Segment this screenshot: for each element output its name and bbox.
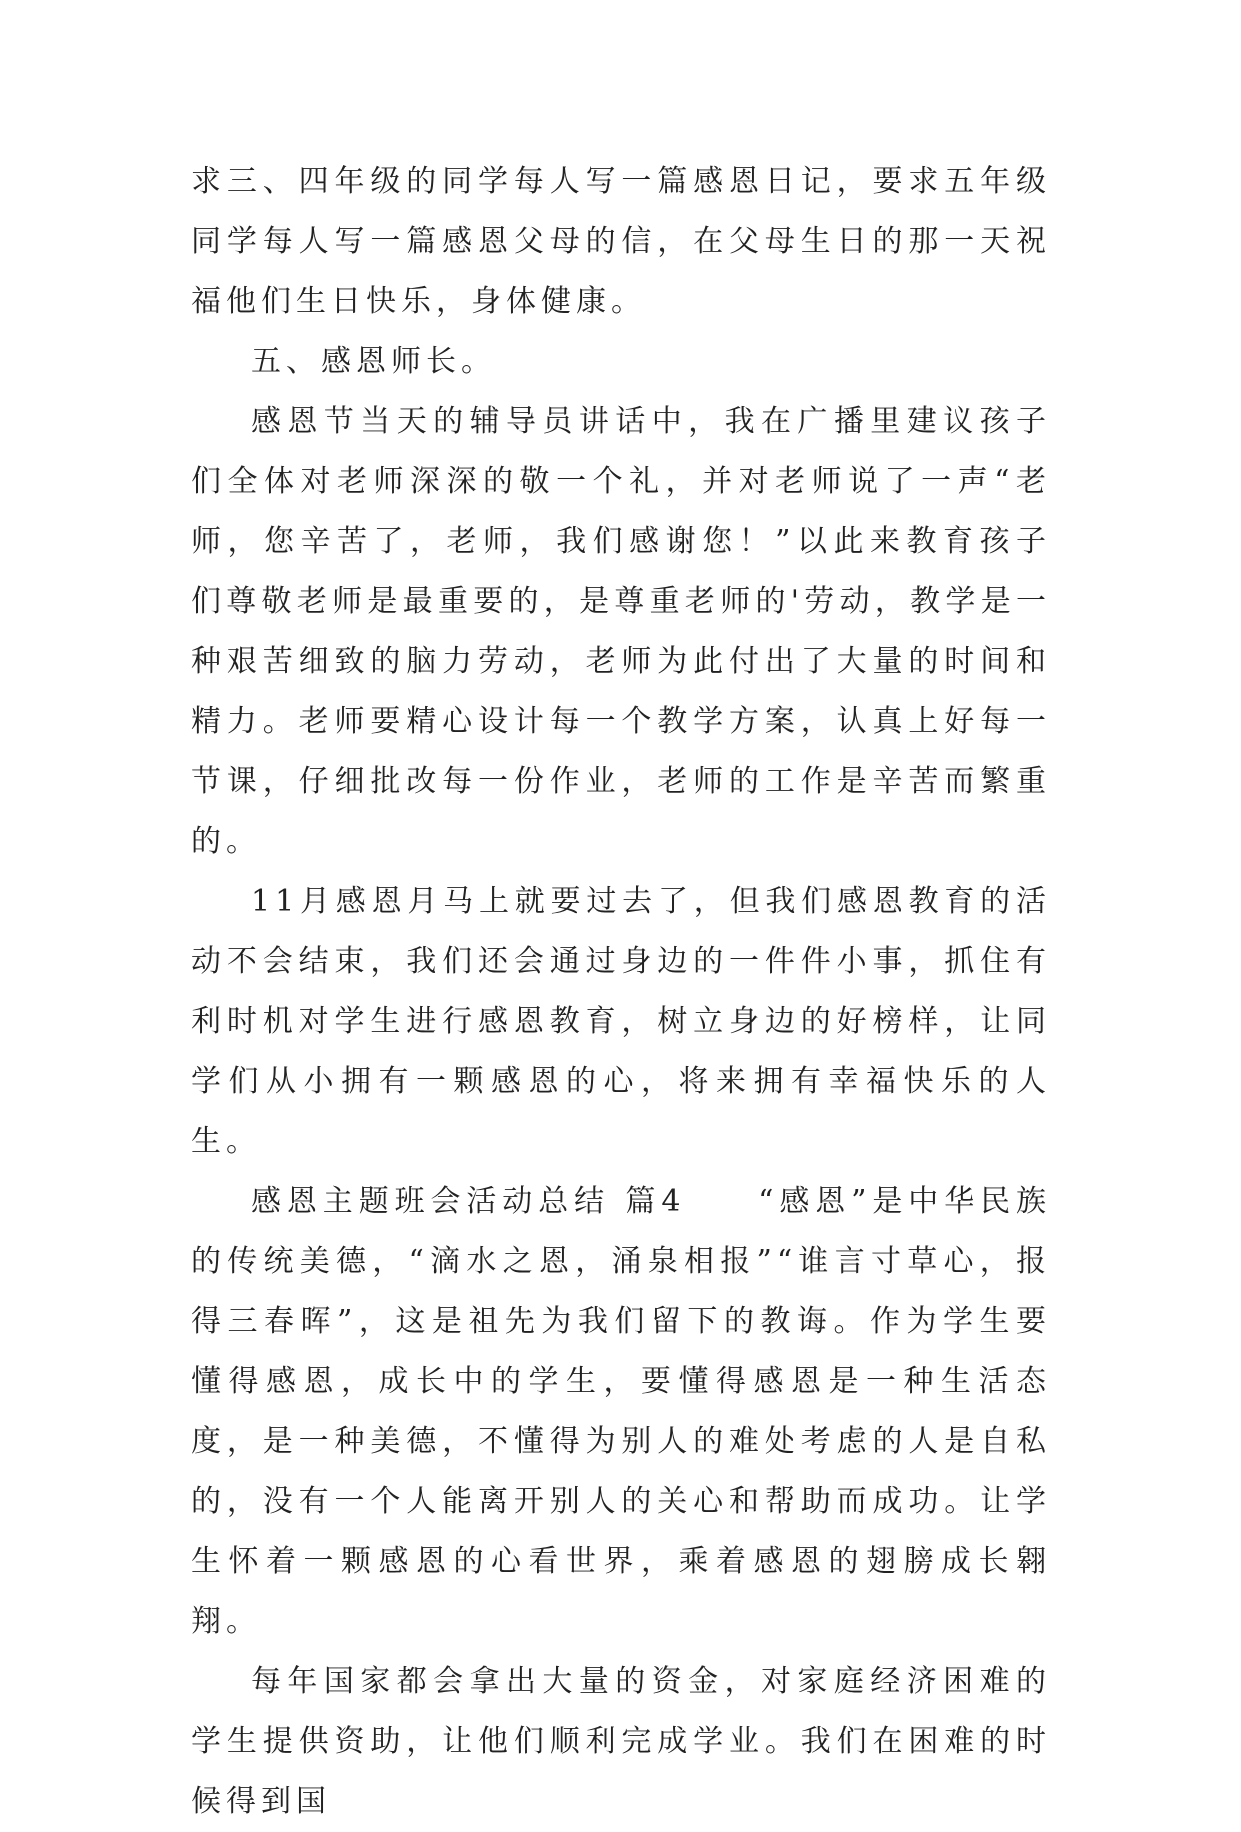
paragraph-gratitude-month: 11月感恩月马上就要过去了，但我们感恩教育的活动不会结束，我们还会通过身边的一件件小事，抓住有利时机对学生进行感恩教育，树立身边的好榜样，让同学们从小拥有一颗感恩的心，将来拥有幸福快乐的人生。 bbox=[191, 884, 1051, 1159]
paragraph-teachers-day-speech: 感恩节当天的辅导员讲话中，我在广播里建议孩子们全体对老师深深的敬一个礼，并对老师说了一声“老师，您辛苦了，老师，我们感谢您！”以此来教育孩子们尊敬老师是最重要的，是尊重老师的'劳动，教学是一种艰苦细致的脑力劳动，老师为此付出了大量的时间和精力。老师要精心设计每一个教学方案，认真上好每一节课，仔细批改每一份作业，老师的工作是辛苦而繁重的。 bbox=[191, 404, 1051, 859]
section-heading-thank-teachers: 五、感恩师长。 bbox=[251, 344, 496, 379]
document-body bbox=[191, 152, 1051, 1832]
paragraph-state-funding: 每年国家都会拿出大量的资金，对家庭经济困难的学生提供资助，让他们顺利完成学业。我们在困难的时候得到国 bbox=[191, 1664, 1051, 1819]
paragraph-part-4-intro: 感恩主题班会活动总结 篇4 “感恩”是中华民族的传统美德，“滴水之恩，涌泉相报”“谁言寸草心，报得三春晖”，这是祖先为我们留下的教诲。作为学生要懂得感恩，成长中的学生，要懂得感恩是一种生活态度，是一种美德，不懂得为别人的难处考虑的人是自私的，没有一个人能离开别人的关心和帮助而成功。让学生怀着一颗感恩的心看世界，乘着感恩的翅膀成长翱翔。 bbox=[191, 1184, 1051, 1639]
paragraph-continued: 求三、四年级的同学每人写一篇感恩日记，要求五年级同学每人写一篇感恩父母的信，在父母生日的那一天祝福他们生日快乐，身体健康。 bbox=[191, 164, 1051, 319]
